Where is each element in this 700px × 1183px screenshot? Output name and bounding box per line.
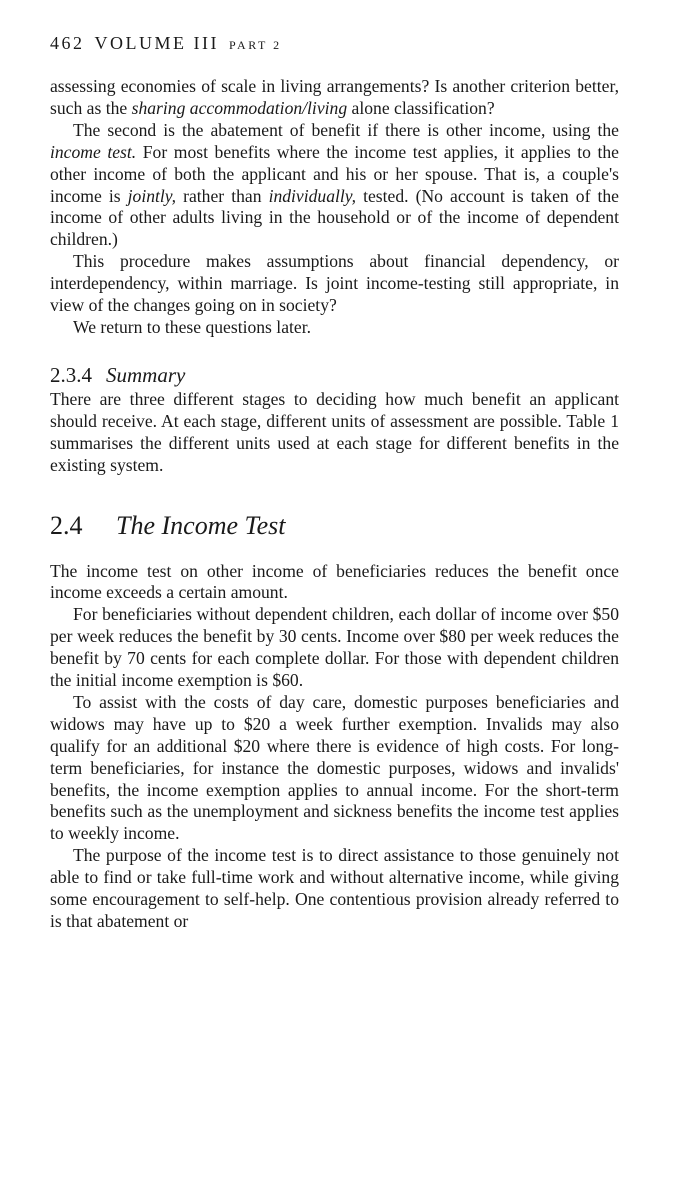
text-run: alone classification? bbox=[347, 97, 495, 118]
paragraph-return: We return to these questions later. bbox=[73, 316, 311, 337]
emphasis-sharing-accommodation: sharing accommodation/living bbox=[131, 97, 348, 118]
text-run: tested. (No account is taken of the income of other adults living in the household or of the income of dependent children.) bbox=[50, 185, 619, 250]
page-number: 462 bbox=[50, 33, 85, 53]
paragraph-day-care-exemption: To assist with the costs of day care, domestic purposes beneficiaries and widows may have up to $20 a week further exemption. Invalids may also qualify for an additional $20 where there is evidence of high costs. For long-term beneficiaries, for instance the domestic purposes, widows and invalids' benefits, the income exemption applies to annual income. For the short-term benefits such as the unemployment and sickness benefits the income test applies to weekly income. bbox=[50, 691, 619, 844]
section-number: 2.3.4 bbox=[50, 362, 92, 387]
text-run: For most benefits where the income test applies, it applies to the other income of both the applicant and his or her spouse. That is, a couple's income is bbox=[50, 141, 619, 206]
paragraph-income-thresholds: For beneficiaries without dependent children, each dollar of income over $50 per week reduces the benefit by 30 cents. Income over $80 per week reduces the benefit by 70 cents for each complete dollar. For those with dependent children the initial income exemption is $60. bbox=[50, 604, 619, 691]
paragraph-income-test-purpose: The purpose of the income test is to direct assistance to those genuinely not able to find or take full-time work and without alternative income, while giving some encouragement to self-help. One contentious provision already referred to is that abatement or bbox=[50, 845, 619, 931]
emphasis-jointly: jointly, bbox=[127, 185, 177, 206]
emphasis-individually: individually, bbox=[268, 185, 357, 206]
section-heading-summary bbox=[50, 363, 619, 387]
section-number: 2.4 bbox=[50, 510, 83, 540]
document-page bbox=[50, 32, 619, 933]
paragraph-income-test-definition: The income test on other income of beneficiaries reduces the benefit once income exceeds a certain amount. bbox=[50, 560, 619, 603]
volume-label: VOLUME III bbox=[94, 33, 219, 53]
running-header bbox=[50, 32, 619, 56]
paragraph-dependency: This procedure makes assumptions about financial dependency, or interdependency, within marriage. Is joint income-testing still appropriate, in view of the changes going on in society? bbox=[50, 251, 619, 316]
paragraph-summary: There are three different stages to deciding how much benefit an applicant should receive. At each stage, different units of assessment are possible. Table 1 summarises the different units used at each stage for different benefits in the existing system. bbox=[50, 388, 619, 475]
section-title: Summary bbox=[106, 362, 186, 387]
part-label: PART 2 bbox=[228, 38, 282, 52]
emphasis-income-test: income test. bbox=[50, 141, 137, 162]
section-heading-income-test bbox=[50, 511, 619, 541]
text-run: The second is the abatement of benefit if there is other income, using the bbox=[73, 119, 619, 140]
text-run: assessing economies of scale in living arrangements? Is another criterion better, such as the bbox=[50, 76, 619, 118]
section-title: The Income Test bbox=[116, 510, 286, 540]
paragraph-income-test-intro bbox=[50, 120, 619, 251]
paragraph-continuation bbox=[50, 76, 619, 120]
text-run: rather than bbox=[176, 185, 269, 206]
